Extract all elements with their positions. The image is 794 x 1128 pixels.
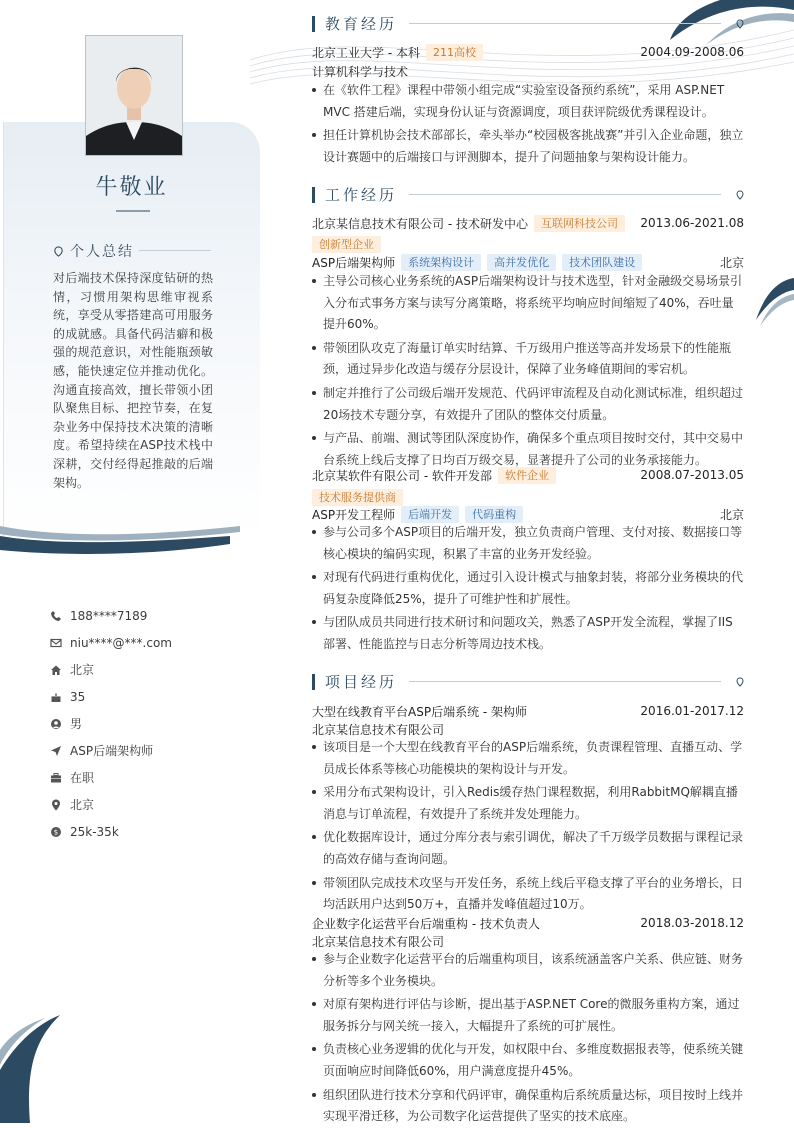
job-city: 北京: [719, 255, 744, 270]
contact-location-text: 北京: [70, 798, 95, 812]
list-item: 对现有代码进行重构优化，通过引入设计模式与抽象封装，将部分业务模块的代码复杂度降低25%，提升了可维护性和扩展性。: [312, 567, 744, 610]
job-position: ASP开发工程师: [312, 507, 396, 522]
contact-target-position: [50, 737, 172, 764]
job-position-row: [312, 253, 744, 271]
list-item: 优化数据库设计，通过分库分表与索引调优，解决了千万级学员数据与课程记录的高效存储与查询问题。: [312, 827, 744, 870]
job-date: 2008.07-2013.05: [640, 468, 744, 482]
section-rule: [409, 681, 721, 682]
contact-job-status-text: 在职: [70, 771, 95, 785]
job-tag-row: [312, 488, 744, 506]
cake-icon: [50, 691, 62, 703]
skill-tag: 系统架构设计: [401, 254, 481, 271]
section-rule: [409, 194, 721, 195]
name-divider: [116, 210, 150, 212]
projects-title: 项目经历: [325, 673, 398, 691]
project-bullets: [312, 737, 744, 916]
candidate-name: 牛敬业: [95, 175, 168, 200]
list-item: 带领团队攻克了海量订单实时结算、千万级用户推送等高并发场景下的性能瓶颈，通过异步化改造与缓存分层设计，保障了业务峰值期间的零宕机。: [312, 338, 744, 381]
list-item: 负责核心业务逻辑的优化与开发，如权限中台、多维度数据报表等，使系统关键页面响应时间降低60%，用户满意度提升45%。: [312, 1039, 744, 1082]
project-header-row: [312, 702, 744, 720]
job-header-row: [312, 466, 744, 484]
list-item: 与产品、前端、测试等团队深度协作，确保多个重点项目按时交付，其中交易中台系统上线后支撑了日均百万级交易，显著提升了公司的业务承接能力。: [312, 428, 744, 471]
location-pin-icon: [735, 190, 745, 200]
summary-heading: [53, 241, 134, 261]
contact-salary: [50, 818, 172, 845]
section-marker: [312, 674, 315, 690]
briefcase-icon: [50, 772, 62, 784]
company-tag: 技术服务提供商: [312, 489, 403, 506]
list-item: 担任计算机协会技术部部长，牵头举办“校园极客挑战赛”并引入企业命题，独立设计赛题中的后端接口与评测脚本，提升了问题抽象与架构设计能力。: [312, 125, 744, 168]
project-bullets: [312, 949, 744, 1128]
education-section-header: [312, 13, 745, 34]
contact-email-text: niu****@***.com: [70, 635, 172, 650]
list-item: 与团队成员共同进行技术研讨和问题攻关，熟悉了ASP开发全流程，掌握了IIS部署、性能监控与日志分析等周边技术栈。: [312, 612, 744, 655]
project-date: 2016.01-2017.12: [640, 704, 744, 718]
list-item: 带领团队完成技术攻坚与开发任务，系统上线后平稳支撑了平台的业务增长，日均活跃用户达到50万+，直播并发峰值超过10万。: [312, 873, 744, 916]
list-item: 对原有架构进行评估与诊断，提出基于ASP.NET Core的微服务重构方案，通过服务拆分与网关统一接入，大幅提升了系统的可扩展性。: [312, 994, 744, 1037]
section-marker: [312, 187, 315, 203]
job-position: ASP后端架构师: [312, 255, 396, 270]
svg-text:$: $: [53, 828, 59, 837]
phone-icon: [50, 610, 62, 622]
projects-section-header: [312, 671, 745, 692]
education-major-row: [312, 62, 744, 80]
job-bullets: [312, 522, 744, 656]
project-company: 北京某信息技术有限公司: [312, 934, 445, 949]
work-section-header: [312, 184, 745, 205]
education-date: 2004.09-2008.06: [640, 45, 744, 59]
work-title: 工作经历: [325, 186, 398, 204]
contact-age: [50, 683, 172, 710]
contact-phone: [50, 602, 172, 629]
company-tag: 创新型企业: [312, 236, 381, 253]
section-rule: [409, 23, 721, 24]
education-header-row: [312, 43, 744, 61]
project-name: 企业数字化运营平台后端重构 - 技术负责人: [312, 916, 540, 931]
company-tag: 互联网科技公司: [534, 215, 625, 232]
project-date: 2018.03-2018.12: [640, 916, 744, 930]
list-item: 采用分布式架构设计，引入Redis缓存热门课程数据，利用RabbitMQ解耦直播消息与订单流程，有效提升了系统并发处理能力。: [312, 782, 744, 825]
list-item: 在《软件工程》课程中带领小组完成“实验室设备预约系统”，采用 ASP.NET MVC 搭建后端，实现身份认证与资源调度，项目获评院级优秀课程设计。: [312, 80, 744, 123]
company-tag: 软件企业: [498, 467, 556, 484]
contact-phone-text: 188****7189: [70, 608, 148, 623]
job-company: 北京某软件有限公司 - 软件开发部: [312, 468, 492, 483]
bottom-left-wave-decoration: [0, 1010, 70, 1123]
skill-tag: 高并发优化: [487, 254, 556, 271]
section-marker: [312, 16, 315, 32]
location-pin-icon: [735, 677, 745, 687]
project-name: 大型在线教育平台ASP后端系统 - 架构师: [312, 704, 528, 719]
job-date: 2013.06-2021.08: [640, 216, 744, 230]
job-header-row: [312, 214, 744, 232]
right-edge-wave-decoration: [756, 270, 794, 330]
summary-heading-text: 个人总结: [70, 244, 134, 260]
school-name: 北京工业大学 - 本科: [312, 45, 420, 60]
list-item: 组织团队进行技术分享和代码评审，确保重构后系统质量达标，项目按时上线并实现平滑迁移，为公司数字化运营提供了坚实的技术底座。: [312, 1085, 744, 1128]
summary-text: 对后端技术保持深度钻研的热情，习惯用架构思维审视系统，享受从零搭建高可用服务的成就感。具备代码洁癖和极强的规范意识，对性能瓶颈敏感，能快速定位并推动优化。沟通直接高效，擅长带领小团队聚焦目标、把控节奏，在复杂业务中保持技术决策的清晰度。希望持续在ASP技术栈中深耕，交付经得起推敲的后端架构。: [53, 271, 213, 490]
list-item: 主导公司核心业务系统的ASP后端架构设计与技术选型，针对金融级交易场景引入分布式事务方案与读写分离策略，将系统平均响应时间缩短了40%，吞吐量提升60%。: [312, 271, 744, 336]
skill-tag: 后端开发: [401, 506, 459, 523]
avatar-image: [86, 36, 182, 155]
location-pin-icon: [50, 799, 62, 811]
contact-list: [50, 602, 172, 845]
list-item: 参与公司多个ASP项目的后端开发，独立负责商户管理、支付对接、数据接口等核心模块的编码实现，积累了丰富的业务开发经验。: [312, 522, 744, 565]
project-header-row: [312, 914, 744, 932]
education-bullets: [312, 80, 744, 168]
project-company: 北京某信息技术有限公司: [312, 722, 445, 737]
list-item: 参与企业数字化运营平台的后端重构项目，该系统涵盖客户关系、供应链、财务分析等多个业务模块。: [312, 949, 744, 992]
contact-age-text: 35: [70, 689, 86, 704]
school-tag: 211高校: [426, 44, 483, 61]
major: 计算机科学与技术: [312, 64, 409, 79]
job-city: 北京: [719, 507, 744, 522]
salary-icon: [50, 826, 62, 838]
contact-location: [50, 791, 172, 818]
contact-hometown-text: 北京: [70, 663, 95, 677]
job-position-row: [312, 505, 744, 523]
contact-job-status: [50, 764, 172, 791]
skill-tag: 代码重构: [465, 506, 523, 523]
home-icon: [50, 664, 62, 676]
contact-gender-text: 男: [70, 717, 83, 731]
job-tag-row: [312, 235, 744, 253]
education-title: 教育经历: [325, 15, 398, 33]
gender-icon: [50, 718, 62, 730]
send-icon: [50, 745, 62, 757]
contact-gender: [50, 710, 172, 737]
list-item: 制定并推行了公司级后端开发规范、代码评审流程及自动化测试标准，组织超过20场技术专题分享，有效提升了团队的整体交付质量。: [312, 383, 744, 426]
skill-tag: 技术团队建设: [562, 254, 642, 271]
job-bullets: [312, 271, 744, 471]
list-item: 该项目是一个大型在线教育平台的ASP后端系统，负责课程管理、直播互动、学员成长体系等核心功能模块的架构设计与开发。: [312, 737, 744, 780]
contact-email: [50, 629, 172, 656]
job-company: 北京某信息技术有限公司 - 技术研发中心: [312, 216, 528, 231]
location-pin-icon: [735, 19, 745, 29]
contact-hometown: [50, 656, 172, 683]
project-company-row: [312, 932, 744, 950]
profile-photo: [85, 35, 183, 156]
contact-salary-text: 25k-35k: [70, 824, 119, 839]
location-pin-icon: [53, 246, 64, 257]
contact-target-position-text: ASP后端架构师: [70, 744, 154, 758]
project-company-row: [312, 720, 744, 738]
mail-icon: [50, 637, 62, 649]
summary-heading-rule: [139, 250, 211, 251]
